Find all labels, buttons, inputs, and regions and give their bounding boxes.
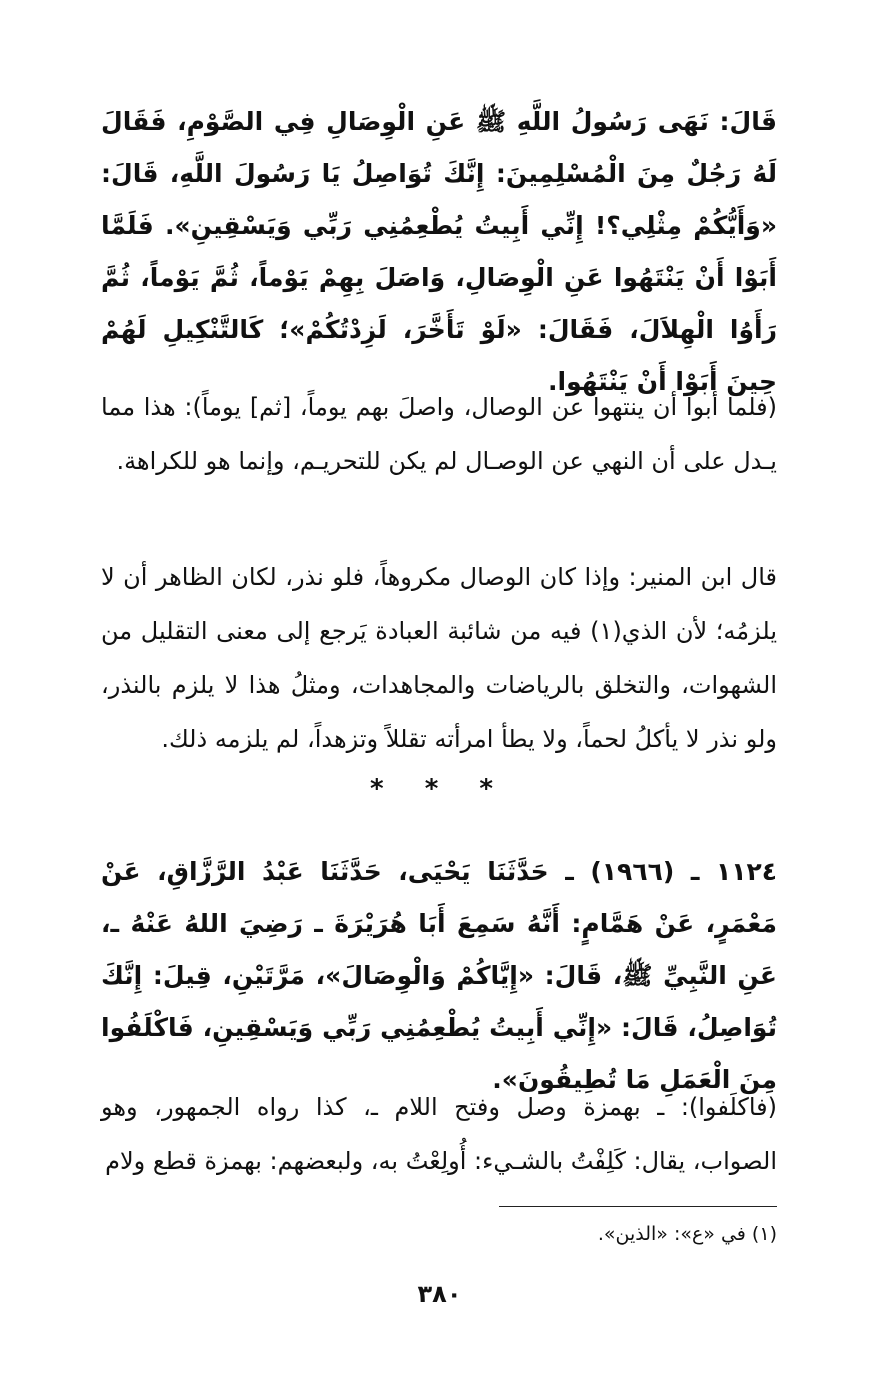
commentary-paragraph: (فلما أبوا أن ينتهوا عن الوصال، واصلَ بهم يوماً، [ثم] يوماً): هذا مما يـدل على أن النهي عن الوصـال لم يكن للتحريـم، وإنما هو للكراهة. bbox=[101, 393, 777, 475]
section-separator: * * * bbox=[370, 774, 509, 804]
hadith-paragraph: قَالَ: نَهَى رَسُولُ اللَّهِ ﷺ عَنِ الْوِصَالِ فِي الصَّوْمِ، فَقَالَ لَهُ رَجُلٌ مِنَ الْمُسْلِمِينَ: إِنَّكَ تُوَاصِلُ يَا رَسُولَ اللَّهِ، قَالَ: «وَأَيُّكُمْ مِثْلِي؟! إِنِّي أَبِيتُ يُطْعِمُنِي رَبِّي وَيَسْقِينِ». فَلَمَّا أَبَوْا أَنْ يَنْتَهُوا عَنِ الْوِصَالِ، وَاصَلَ بِهِمْ يَوْماً، ثُمَّ يَوْماً، ثُمَّ رَأَوُا الْهِلاَلَ، فَقَالَ: «لَوْ تَأَخَّرَ، لَزِدْتُكُمْ»؛ كَالتَّنْكِيلِ لَهُمْ حِينَ أَبَوْا أَنْ يَنْتَهُوا. bbox=[101, 107, 777, 396]
commentary-paragraph: قال ابن المنير: وإذا كان الوصال مكروهاً، فلو نذر، لكان الظاهر أن لا يلزمُه؛ لأن الذي(١) فيه من شائبة العبادة يَرجع إلى معنى التقليل من الشهوات، والتخلق بالرياضات والمجاهدات، ومثلُ هذا لا يلزم بالنذر، ولو نذر لا يأكلُ لحماً، ولا يطأ امرأته تقللاً وتزهداً، لم يلزمه ذلك. bbox=[101, 563, 777, 753]
hadith-paragraph: ١١٢٤ ـ (١٩٦٦) ـ حَدَّثَنَا يَحْيَى، حَدَّثَنَا عَبْدُ الرَّزَّاقِ، عَنْ مَعْمَرٍ، عَنْ هَمَّامٍ: أَنَّهُ سَمِعَ أَبَا هُرَيْرَةَ ـ رَضِيَ اللهُ عَنْهُ ـ، عَنِ النَّبِيِّ ﷺ، قَالَ: «إِيَّاكُمْ وَالْوِصَالَ»، مَرَّتَيْنِ، قِيلَ: إِنَّكَ تُوَاصِلُ، قَالَ: «إِنِّي أَبِيتُ يُطْعِمُنِي رَبِّي وَيَسْقِينِ، فَاكْلَفُوا مِنَ الْعَمَلِ مَا تُطِيقُونَ». bbox=[101, 857, 777, 1094]
footnote-divider bbox=[499, 1206, 777, 1207]
footnote: (١) في «ع»: «الذين». bbox=[597, 1223, 777, 1245]
page-number: ٣٨٠ bbox=[417, 1280, 462, 1308]
commentary-paragraph: (فاكلَفوا): ـ بهمزة وصل وفتح اللام ـ، كذا رواه الجمهور، وهو الصواب، يقال: كَلِفْتُ بالشـيء: أُولِعْتُ به، ولبعضهم: بهمزة قطع ولام bbox=[101, 1093, 777, 1175]
